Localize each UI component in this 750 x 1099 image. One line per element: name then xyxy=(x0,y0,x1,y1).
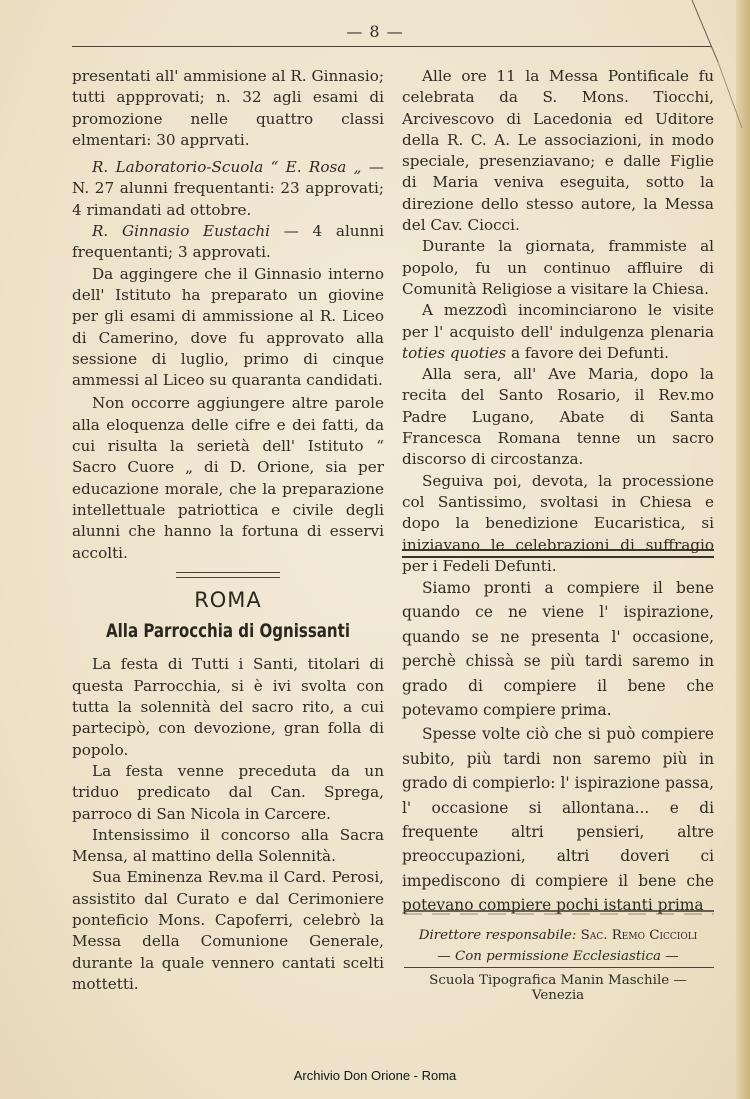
director-label: Direttore responsabile: xyxy=(418,928,577,943)
footer-rule xyxy=(404,967,714,968)
decorative-rule xyxy=(404,908,714,916)
director-line xyxy=(402,925,714,946)
left-column xyxy=(72,66,384,995)
permission-line: — Con permissione Ecclesiastica — xyxy=(437,949,679,964)
page-number: — 8 — xyxy=(346,22,404,41)
paragraph: Alle ore 11 la Messa Pontificale fu celebrata da S. Mons. Tiocchi, Arcivescovo di Lacedonia ed Uditore della R. C. A. Le associazioni, in modo speciale, presenziavano; e dalle Figlie di Maria veniva eseguita, sotto la direzione dello stesso autore, la Messa del Cav. Ciocci. xyxy=(402,67,714,235)
reflection-block xyxy=(402,576,714,918)
page-edge xyxy=(736,0,750,1099)
archive-watermark: Archivio Don Orione - Roma xyxy=(293,1068,457,1083)
latin-phrase: toties quoties xyxy=(402,343,507,362)
section-divider xyxy=(176,572,280,578)
paragraph: Intensissimo il concorso alla Sacra Mensa, al mattino della Solennità. xyxy=(72,825,384,866)
institution-name: R. Ginnasio Eustachi xyxy=(92,222,270,241)
paragraph: Spesse volte ciò che si può compiere subito, più tardi non saremo più in grado di compierlo: l' ispirazione passa, l' occasione si allontana... e di frequente altri pensieri, altre preoccupazioni, altri doveri ci impediscono di compiere il bene che potevano compiere pochi istanti prima xyxy=(402,725,714,915)
section-title: ROMA xyxy=(194,587,262,612)
paragraph: Siamo pronti a compiere il bene quando ce ne viene l' ispirazione, quando se ne presenta l' occasione, perchè chissà se più tardi saremo in grado di compiere il bene che potevamo compiere prima. xyxy=(402,579,714,720)
double-divider xyxy=(402,549,714,558)
paragraph-text: — N. 27 alunni frequentanti: 23 approvati; 4 rimandati ad ottobre. xyxy=(72,158,384,219)
institution-name: R. Laboratorio-Scuola “ E. Rosa „ xyxy=(92,158,362,177)
paragraph: Seguiva poi, devota, la processione col Santissimo, svoltasi in Chiesa e dopo la benedizione Eucaristica, si iniziavano le celebrazioni di suffragio per i Fedeli Defunti. xyxy=(402,471,714,575)
printer-line: Scuola Tipografica Manin Maschile — Venezia xyxy=(429,973,687,1003)
colophon xyxy=(402,925,714,967)
paragraph-text: a favore dei Defunti. xyxy=(506,343,669,362)
paragraph xyxy=(402,300,714,364)
paragraph xyxy=(72,221,384,264)
paragraph: Sua Eminenza Rev.ma il Card. Perosi, assistito dal Curato e dal Cerimoniere ponteficio Mons. Capoferri, celebrò la Messa della Comunione Generale, durante la quale vennero cantati scelti mottetti. xyxy=(72,868,384,993)
paragraph: La festa di Tutti i Santi, titolari di questa Parrocchia, si è ivi svolta con tutta la solennità del sacro rito, a cui partecipò, con devozione, gran folla di popolo. xyxy=(72,655,384,759)
paragraph: La festa venne preceduta da un triduo predicato dal Can. Sprega, parroco di San Nicola in Carcere. xyxy=(72,761,384,823)
paragraph: Alla sera, all' Ave Maria, dopo la recita del Santo Rosario, il Rev.mo Padre Lugano, Abate di Santa Francesca Romana tenne un sacro discorso di circostanza. xyxy=(402,365,714,469)
director-name: Sac. Remo Ciccioli xyxy=(580,928,698,943)
paragraph: Non occorre aggiungere altre parole alla eloquenza delle cifre e dei fatti, da cui risulta la serietà dell' Istituto “ Sacro Cuore „ di D. Orione, sia per educazione morale, che la preparazione intellettuale patriottica e civile degli alunni che hanno la fortuna di esservi accolti. xyxy=(72,394,384,562)
article-title: Alla Parrocchia di Ognissanti xyxy=(105,620,350,643)
header-rule xyxy=(72,46,712,47)
paragraph: presentati all' ammisione al R. Ginnasio; tutti appprovati; n. 32 agli esami di promozione nelle quattro classi elmentari: 30 apprvati. xyxy=(72,67,384,149)
paragraph-text: A mezzodì incominciarono le visite per l' acquisto dell' indulgenza plenaria xyxy=(402,301,714,341)
right-column xyxy=(402,66,714,577)
paragraph xyxy=(72,157,384,221)
paragraph: Durante la giornata, frammiste al popolo, fu un continuo affluire di Comunità Religiose a visitare la Chiesa. xyxy=(402,237,714,298)
paragraph: Da aggingere che il Ginnasio interno dell' Istituto ha preparato un giovine per gli esami di ammissione al R. Liceo di Camerino, dove fu approvato alla sessione di luglio, primo di cinque ammessi al Liceo su quaranta candidati. xyxy=(72,264,384,390)
paragraph-text: — 4 alunni frequentanti; 3 approvati. xyxy=(72,222,384,262)
